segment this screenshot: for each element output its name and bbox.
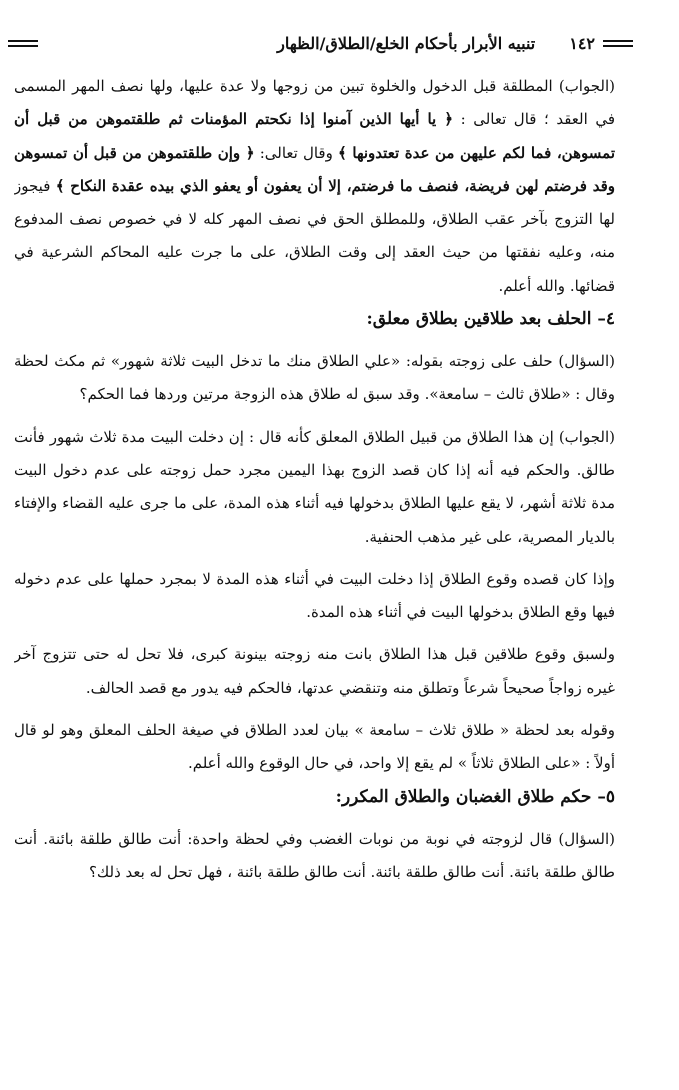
answer-paragraph-4: ولسبق وقوع طلاقين قبل هذا الطلاق بانت منه زوجته بينونة كبرى، فلا تحل له حتى تتزوج آخر غيره زواجاً صحيحاً شرعاً وتطلق منه وتنقضي عدتها، فالحكم فيه يدور مع قصد الحالف. [14, 645, 615, 697]
section-heading-5: ٥– حكم طلاق الغضبان والطلاق المكرر: [335, 786, 615, 807]
section-heading-4: ٤– الحلف بعد طلاقين بطلاق معلق: [366, 309, 615, 330]
answer-text-3: فيجوز لها التزوج بآخر عقب الطلاق، وللمطلق الحق في نصف المهر كله لا في خصوص نصف المدفوع منه، وعليه نفقتها من حيث العقد إلى وقت الطلاق، على ما جرت عليه المحاكم الشرعية في قضائها. والله أعلم. [14, 176, 615, 295]
quran-verse-2: ﴿ وإن طلقتموهن من قبل أن تمسوهن وقد فرضتم لهن فريضة، فنصف ما فرضتم، إلا أن يعفون أو يعفو الذي بيده عقدة النكاح ﴾ [14, 143, 615, 195]
page-body [14, 70, 615, 1075]
running-title: تنبيه الأبرار بأحكام الخلع/الطلاق/الظهار [277, 33, 536, 53]
answer-paragraph-2: (الجواب) إن هذا الطلاق من قبيل الطلاق المعلق كأنه قال : إن دخلت البيت مدة ثلاث شهور فأنت طالق. والحكم فيه أنه إذا كان قصد الزوج بهذا اليمين مجرد حمل زوجته على عدم دخول البيت مدة ثلاثة أشهر، لا يقع عليها الطلاق بدخولها فيه أثناء هذه المدة، على ما جرى عليه القضاء والإفتاء بالديار المصرية، على غير مذهب الحنفية. [14, 427, 615, 546]
page-header [8, 30, 633, 56]
question-paragraph-2: (السؤال) قال لزوجته في نوبة من نوبات الغضب وفي لحظة واحدة: أنت طالق طلقة بائنة. أنت طالق طلقة بائنة. أنت طالق طلقة بائنة. أنت طالق طلقة بائنة ، فهل تحل له بعد ذلك؟ [14, 829, 615, 881]
answer-paragraph-5: وقوله بعد لحظة « طلاق ثلاث – سامعة » بيان لعدد الطلاق في صيغة الحلف المعلق وهو لو قال أولاً : «على الطلاق ثلاثاً » لم يقع إلا واحد، في حال الوقوع والله أعلم. [14, 721, 615, 773]
question-paragraph: (السؤال) حلف على زوجته بقوله: «علي الطلاق منك ما تدخل البيت ثلاثة شهور» ثم مكث لحظة وقال : «طلاق ثالث – سامعة». وقد سبق له طلاق هذه الزوجة مرتين وردها فما الحكم؟ [14, 352, 615, 404]
page-number: ١٤٢ [569, 33, 595, 53]
header-rule-left [8, 40, 38, 47]
answer-paragraph-1 [14, 70, 615, 303]
answer-paragraph-3: وإذا كان قصده وقوع الطلاق إذا دخلت البيت في أثناء هذه المدة لا بمجرد حملها على عدم دخوله فيها وقع الطلاق بدخولها البيت في أثناء هذه المدة. [14, 569, 615, 622]
answer-text-2: وقال تعالى: [259, 143, 333, 162]
quran-verse-1: ﴿ يا أيها الذين آمنوا إذا نكحتم المؤمنات ثم طلقتموهن من قبل أن تمسوهن، فما لكم عليهن من عدة تعتدونها ﴾ [14, 110, 615, 162]
answer-text: (الجواب) المطلقة قبل الدخول والخلوة تبين من زوجها ولا عدة عليها، ولها نصف المهر المسمى في العقد ؛ قال تعالى : [14, 77, 615, 129]
header-rule-right [603, 40, 633, 47]
